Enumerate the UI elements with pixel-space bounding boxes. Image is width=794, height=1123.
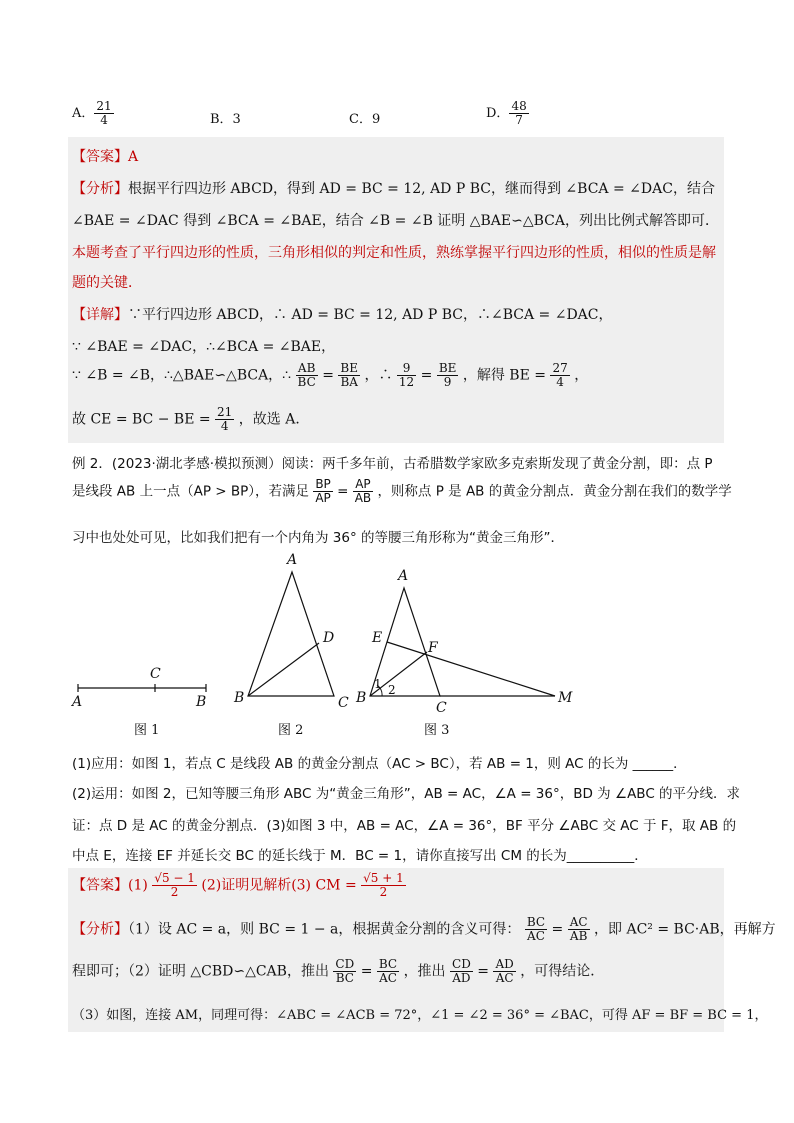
fraction: $\frac{BE}{BA}$ bbox=[340, 361, 358, 389]
fig3-caption: 图 3 bbox=[424, 723, 450, 738]
fraction: $\frac{AP}{AB}$ bbox=[354, 477, 372, 505]
example-2-line-1: 例 2．(2023·湖北孝感·模拟预测）阅读：两千多年前，古希腊数学家欧多克索斯发现了黄金分割，即：点 P bbox=[72, 456, 713, 472]
analysis-1-line-1: 【分析】根据平行四边形 ABCD，得到 AD = BC = 12, AD P BC，继而得到 ∠BCA = ∠DAC，结合 bbox=[72, 181, 715, 197]
fig2-caption: 图 2 bbox=[278, 723, 304, 738]
fraction: $\frac{27}{4}$ bbox=[552, 361, 568, 389]
fraction: $\frac{48}{7}$ bbox=[511, 99, 527, 127]
fig3-label-e: E bbox=[372, 630, 383, 646]
option-c: C．9 bbox=[349, 112, 381, 127]
option-b: B．3 bbox=[210, 112, 241, 127]
figure-3 bbox=[355, 568, 573, 738]
fig2-label-b: B bbox=[234, 690, 245, 706]
analysis-1-line-3: 本题考查了平行四边形的性质，三角形相似的判定和性质，熟练掌握平行四边形的性质，相似的性质是解 bbox=[72, 245, 716, 261]
question-2-line-1: (2)运用：如图 2，已知等腰三角形 ABC 为“黄金三角形”，AB = AC，∠A = 36°，BD 为 ∠ABC 的平分线．求 bbox=[72, 786, 741, 802]
geometry-figures bbox=[0, 550, 794, 745]
fraction: $\frac{AD}{AC}$ bbox=[495, 957, 514, 985]
fig1-label-c: C bbox=[150, 666, 161, 682]
fig3-label-b: B bbox=[356, 690, 367, 706]
analysis-2-line-1: 【分析】（1）设 AC = a，则 BC = 1 − a，根据黄金分割的含义可得： $\frac{BC}{AC}$ = $\frac{AC}{AB}$ ，即 AC² = BC·AB，再解方 bbox=[72, 915, 776, 943]
detail-1-line-4: 故 CE = BC − BE = $\frac{21}{4}$ ，故选 A． bbox=[72, 405, 310, 433]
fig2-label-c: C bbox=[338, 695, 349, 711]
fraction: $\frac{BE}{9}$ bbox=[438, 361, 457, 389]
analysis-2-line-2: 程即可；（2）证明 △CBD∽△CAB，推出 $\frac{CD}{BC}$ = $\frac{BC}{AC}$ ，推出 $\frac{CD}{AD}$ = $\frac{AD}{AC}$ ，可得结论． bbox=[72, 957, 605, 985]
answer-line-2: 【答案】(1) $\frac{√5 - 1}{2}$ (2)证明见解析(3) CM = $\frac{√5 + 1}{2}$ bbox=[72, 871, 404, 899]
fig1-caption: 图 1 bbox=[134, 723, 160, 738]
fig1-label-a: A bbox=[72, 694, 83, 710]
detail-1-line-3: ∵ ∠B = ∠B，∴△BAE∽△BCA，∴ $\frac{AB}{BC}$ = $\frac{BE}{BA}$ ，∴ $\frac{9}{12}$ = $\frac{BE}{9}$ ，解得 BE = $\frac{27}{4}$ ， bbox=[72, 361, 589, 389]
fig3-label-a: A bbox=[398, 568, 409, 584]
fraction: $\frac{√5 + 1}{2}$ bbox=[363, 871, 404, 899]
analysis-2-line-3: （3）如图，连接 AM，同理可得：∠ABC = ∠ACB = 72°，∠1 = ∠2 = 36° = ∠BAC，可得 AF = BF = BC = 1， bbox=[72, 1008, 768, 1023]
fraction: $\frac{BC}{AC}$ bbox=[526, 915, 546, 943]
detail-1-line-2: ∵ ∠BAE = ∠DAC，∴∠BCA = ∠BAE， bbox=[72, 339, 336, 355]
fig3-label-m: M bbox=[558, 690, 573, 706]
fig3-angle-2: 2 bbox=[388, 683, 396, 697]
question-2-line-2: 证：点 D 是 AC 的黄金分割点．(3)如图 3 中，AB = AC，∠A = 36°，BF 平分 ∠ABC 交 AC 于 F，取 AB 的 bbox=[72, 818, 737, 834]
analysis-1-line-4: 题的关键． bbox=[72, 275, 142, 291]
question-3: 中点 E，连接 EF 并延长交 BC 的延长线于 M．BC = 1，请你直接写出 CM 的长为__________． bbox=[72, 848, 648, 864]
fraction: $\frac{9}{12}$ bbox=[398, 361, 415, 389]
fig3-label-f: F bbox=[428, 640, 438, 656]
fig2-label-a: A bbox=[287, 552, 298, 568]
figure-1 bbox=[70, 666, 206, 738]
fraction: $\frac{21}{4}$ bbox=[96, 99, 112, 127]
example-2-line-3: 习中也处处可见，比如我们把有一个内角为 36° 的等腰三角形称为“黄金三角形”． bbox=[72, 530, 564, 546]
fig2-label-d: D bbox=[323, 630, 335, 646]
option-a: A． $\frac{21}{4}$ bbox=[72, 99, 112, 127]
detail-1-line-1: 【详解】∵平行四边形 ABCD，∴ AD = BC = 12, AD P BC，∴∠BCA = ∠DAC， bbox=[72, 307, 613, 323]
fig3-label-c: C bbox=[436, 700, 447, 716]
fraction: $\frac{AB}{BC}$ bbox=[297, 361, 316, 389]
fraction: $\frac{AC}{AB}$ bbox=[569, 915, 588, 943]
fraction: $\frac{21}{4}$ bbox=[217, 405, 233, 433]
figure-2 bbox=[233, 552, 349, 738]
fraction: $\frac{BC}{AC}$ bbox=[378, 957, 398, 985]
fraction: $\frac{√5 - 1}{2}$ bbox=[154, 871, 195, 899]
fig3-angle-1: 1 bbox=[374, 677, 382, 691]
example-2-line-2: 是线段 AB 上一点（AP > BP），若满足 $\frac{BP}{AP}$ = $\frac{AP}{AB}$ ，则称点 P 是 AB 的黄金分割点．黄金分割在我们的数学学 bbox=[72, 477, 732, 505]
question-1: (1)应用：如图 1，若点 C 是线段 AB 的黄金分割点（AC > BC），若 AB = 1，则 AC 的长为 ______． bbox=[72, 756, 687, 772]
fraction: $\frac{BP}{AP}$ bbox=[315, 477, 331, 505]
analysis-1-line-2: ∠BAE = ∠DAC 得到 ∠BCA = ∠BAE，结合 ∠B = ∠B 证明 △BAE∽△BCA，列出比例式解答即可． bbox=[72, 213, 720, 229]
option-d: D． $\frac{48}{7}$ bbox=[486, 99, 527, 127]
fraction: $\frac{CD}{BC}$ bbox=[335, 957, 355, 985]
fraction: $\frac{CD}{AD}$ bbox=[452, 957, 471, 985]
fig1-label-b: B bbox=[196, 694, 207, 710]
answer-line-1: 【答案】A bbox=[72, 149, 139, 165]
